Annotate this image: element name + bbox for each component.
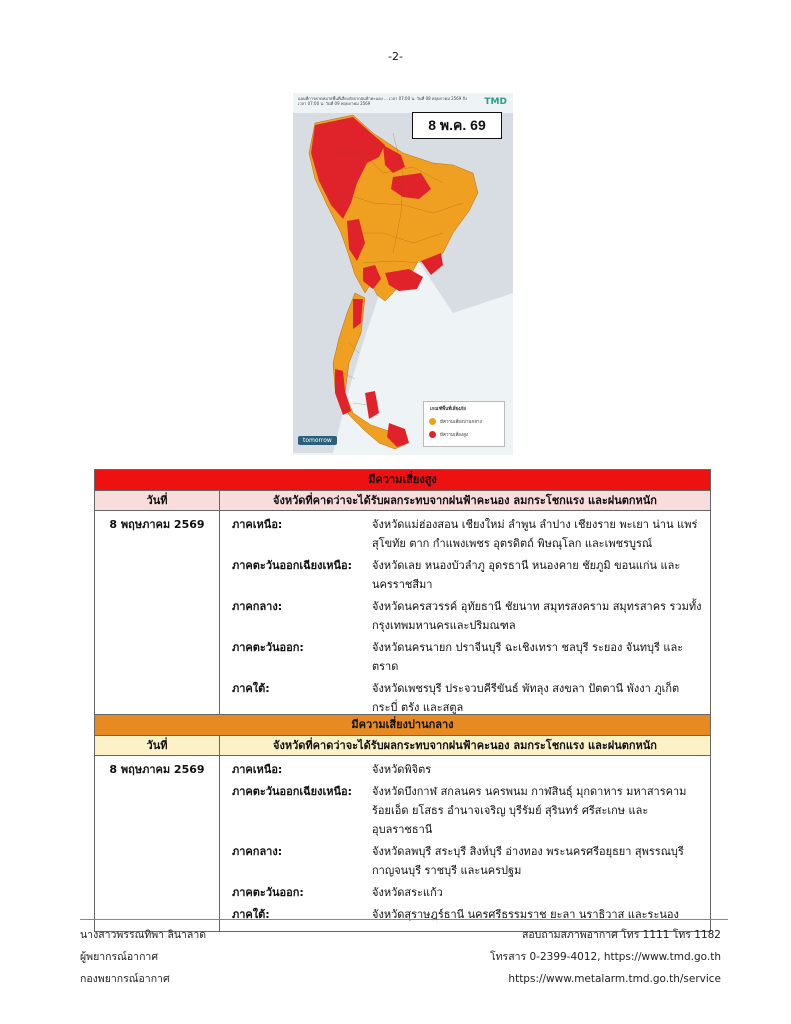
region-row <box>232 760 704 779</box>
region-row <box>232 597 704 635</box>
region-text: จังหวัดบึงกาฬ สกลนคร นครพนม กาฬสินธุ์ มุกดาหาร มหาสารคาม ร้อยเอ็ด ยโสธร อำนาจเจริญ บุรีรัมย์ สุรินทร์ ศรีสะเกษ และอุบลราชธานี <box>372 785 687 836</box>
region-name: ภาคใต้: <box>232 908 270 921</box>
footer-contact <box>490 924 721 990</box>
risk-map <box>293 93 513 455</box>
mid-risk-row <box>94 756 711 932</box>
region-text: จังหวัดเพชรบุรี ประจวบคีรีขันธ์ พัทลุง สงขลา ปัตตานี พังงา ภูเก็ต กระบี่ ตรัง และสตูล <box>372 682 680 714</box>
region-row <box>232 842 704 880</box>
region-row <box>232 515 704 553</box>
region-text: จังหวัดเลย หนองบัวลำภู อุดรธานี หนองคาย ชัยภูมิ ขอนแก่น และนครราชสีมา <box>372 559 681 591</box>
high-risk-date: 8 พฤษภาคม 2569 <box>95 511 220 724</box>
tmd-logo: TMD <box>484 97 507 107</box>
region-text: จังหวัดสระแก้ว <box>372 886 443 899</box>
contact-service-link[interactable]: https://www.metalarm.tmd.go.th/service <box>508 973 721 985</box>
footer-divider <box>80 919 728 920</box>
region-name: ภาคกลาง: <box>232 845 283 858</box>
region-text: จังหวัดนครสวรรค์ อุทัยธานี ชัยนาท สมุทรสงคราม สมุทรสาคร รวมทั้งกรุงเทพมหานครและปริมณฑล <box>372 600 702 632</box>
footer-signature <box>80 924 206 990</box>
mid-risk-table <box>94 714 711 932</box>
region-row <box>232 638 704 676</box>
legend-row-mid <box>429 418 482 425</box>
region-name: ภาคตะวันออก: <box>232 886 304 899</box>
forecaster-role: ผู้พยากรณ์อากาศ <box>80 951 158 963</box>
legend-high-label: มีความเสี่ยงสูง <box>440 433 469 438</box>
map-header-text: แผนที่การคาดหมายพื้นที่เสี่ยงภัยจากฝนฟ้าคะนอง ... เวลา 07:00 น. วันที่ 08 พฤษภาคม 2569 ถึง เวลา 07:00 น. วันที่ 09 พฤษภาคม 2569 <box>298 96 467 106</box>
legend-title: เกณฑ์พื้นที่เสี่ยงภัย <box>430 407 466 412</box>
region-name: ภาคเหนือ: <box>232 518 283 531</box>
legend-mid-swatch <box>429 418 436 425</box>
col-date: วันที่ <box>95 736 220 755</box>
legend-high-swatch <box>429 431 436 438</box>
region-text: จังหวัดแม่ฮ่องสอน เชียงใหม่ ลำพูน ลำปาง เชียงราย พะเยา น่าน แพร่ สุโขทัย ตาก กำแพงเพชร อุตรดิตถ์ พิษณุโลก และเพชรบูรณ์ <box>372 518 698 550</box>
forecaster-name: นางสาวพรรณทิพา ลินาลาด <box>80 929 207 941</box>
region-name: ภาคเหนือ: <box>232 763 283 776</box>
col-area: จังหวัดที่คาดว่าจะได้รับผลกระทบจากฝนฟ้าคะนอง ลมกระโชกแรง และฝนตกหนัก <box>273 494 657 507</box>
high-risk-regions <box>220 511 710 724</box>
page-number: -2- <box>388 50 403 63</box>
mid-risk-date: 8 พฤษภาคม 2569 <box>95 756 220 931</box>
high-risk-title: มีความเสี่ยงสูง <box>94 469 711 491</box>
map-legend <box>423 401 505 447</box>
region-row <box>232 679 704 717</box>
region-name: ภาคตะวันออกเฉียงเหนือ: <box>232 785 353 798</box>
mid-risk-title: มีความเสี่ยงปานกลาง <box>94 714 711 736</box>
region-name: ภาคตะวันออก: <box>232 641 304 654</box>
high-risk-header <box>94 491 711 511</box>
legend-row-high <box>429 431 468 438</box>
region-text: จังหวัดพิจิตร <box>372 763 432 776</box>
col-area: จังหวัดที่คาดว่าจะได้รับผลกระทบจากฝนฟ้าคะนอง ลมกระโชกแรง และฝนตกหนัก <box>273 739 657 752</box>
region-name: ภาคตะวันออกเฉียงเหนือ: <box>232 559 353 572</box>
region-name: ภาคกลาง: <box>232 600 283 613</box>
high-risk-row <box>94 511 711 725</box>
region-row <box>232 905 704 924</box>
tomorrow-brand: tomorrow <box>298 436 337 445</box>
region-text: จังหวัดสุราษฎร์ธานี นครศรีธรรมราช ยะลา นราธิวาส และระนอง <box>372 908 679 921</box>
forecaster-division: กองพยากรณ์อากาศ <box>80 973 170 985</box>
region-text: จังหวัดนครนายก ปราจีนบุรี ฉะเชิงเทรา ชลบุรี ระยอง จันทบุรี และตราด <box>372 641 684 673</box>
region-row <box>232 883 704 902</box>
region-row <box>232 556 704 594</box>
mid-risk-header <box>94 736 711 756</box>
legend-mid-label: มีความเสี่ยงปานกลาง <box>440 420 482 425</box>
contact-fax-web: โทรสาร 0-2399-4012, https://www.tmd.go.th <box>490 951 721 963</box>
contact-phone: สอบถามสภาพอากาศ โทร 1111 โทร 1182 <box>521 929 721 941</box>
col-date: วันที่ <box>95 491 220 510</box>
region-text: จังหวัดลพบุรี สระบุรี สิงห์บุรี อ่างทอง พระนครศรีอยุธยา สุพรรณบุรี กาญจนบุรี ราชบุรี และนครปฐม <box>372 845 684 877</box>
region-name: ภาคใต้: <box>232 682 270 695</box>
map-date-label: 8 พ.ค. 69 <box>412 112 502 139</box>
mid-risk-regions <box>220 756 710 931</box>
region-row <box>232 782 704 839</box>
high-risk-table <box>94 469 711 725</box>
